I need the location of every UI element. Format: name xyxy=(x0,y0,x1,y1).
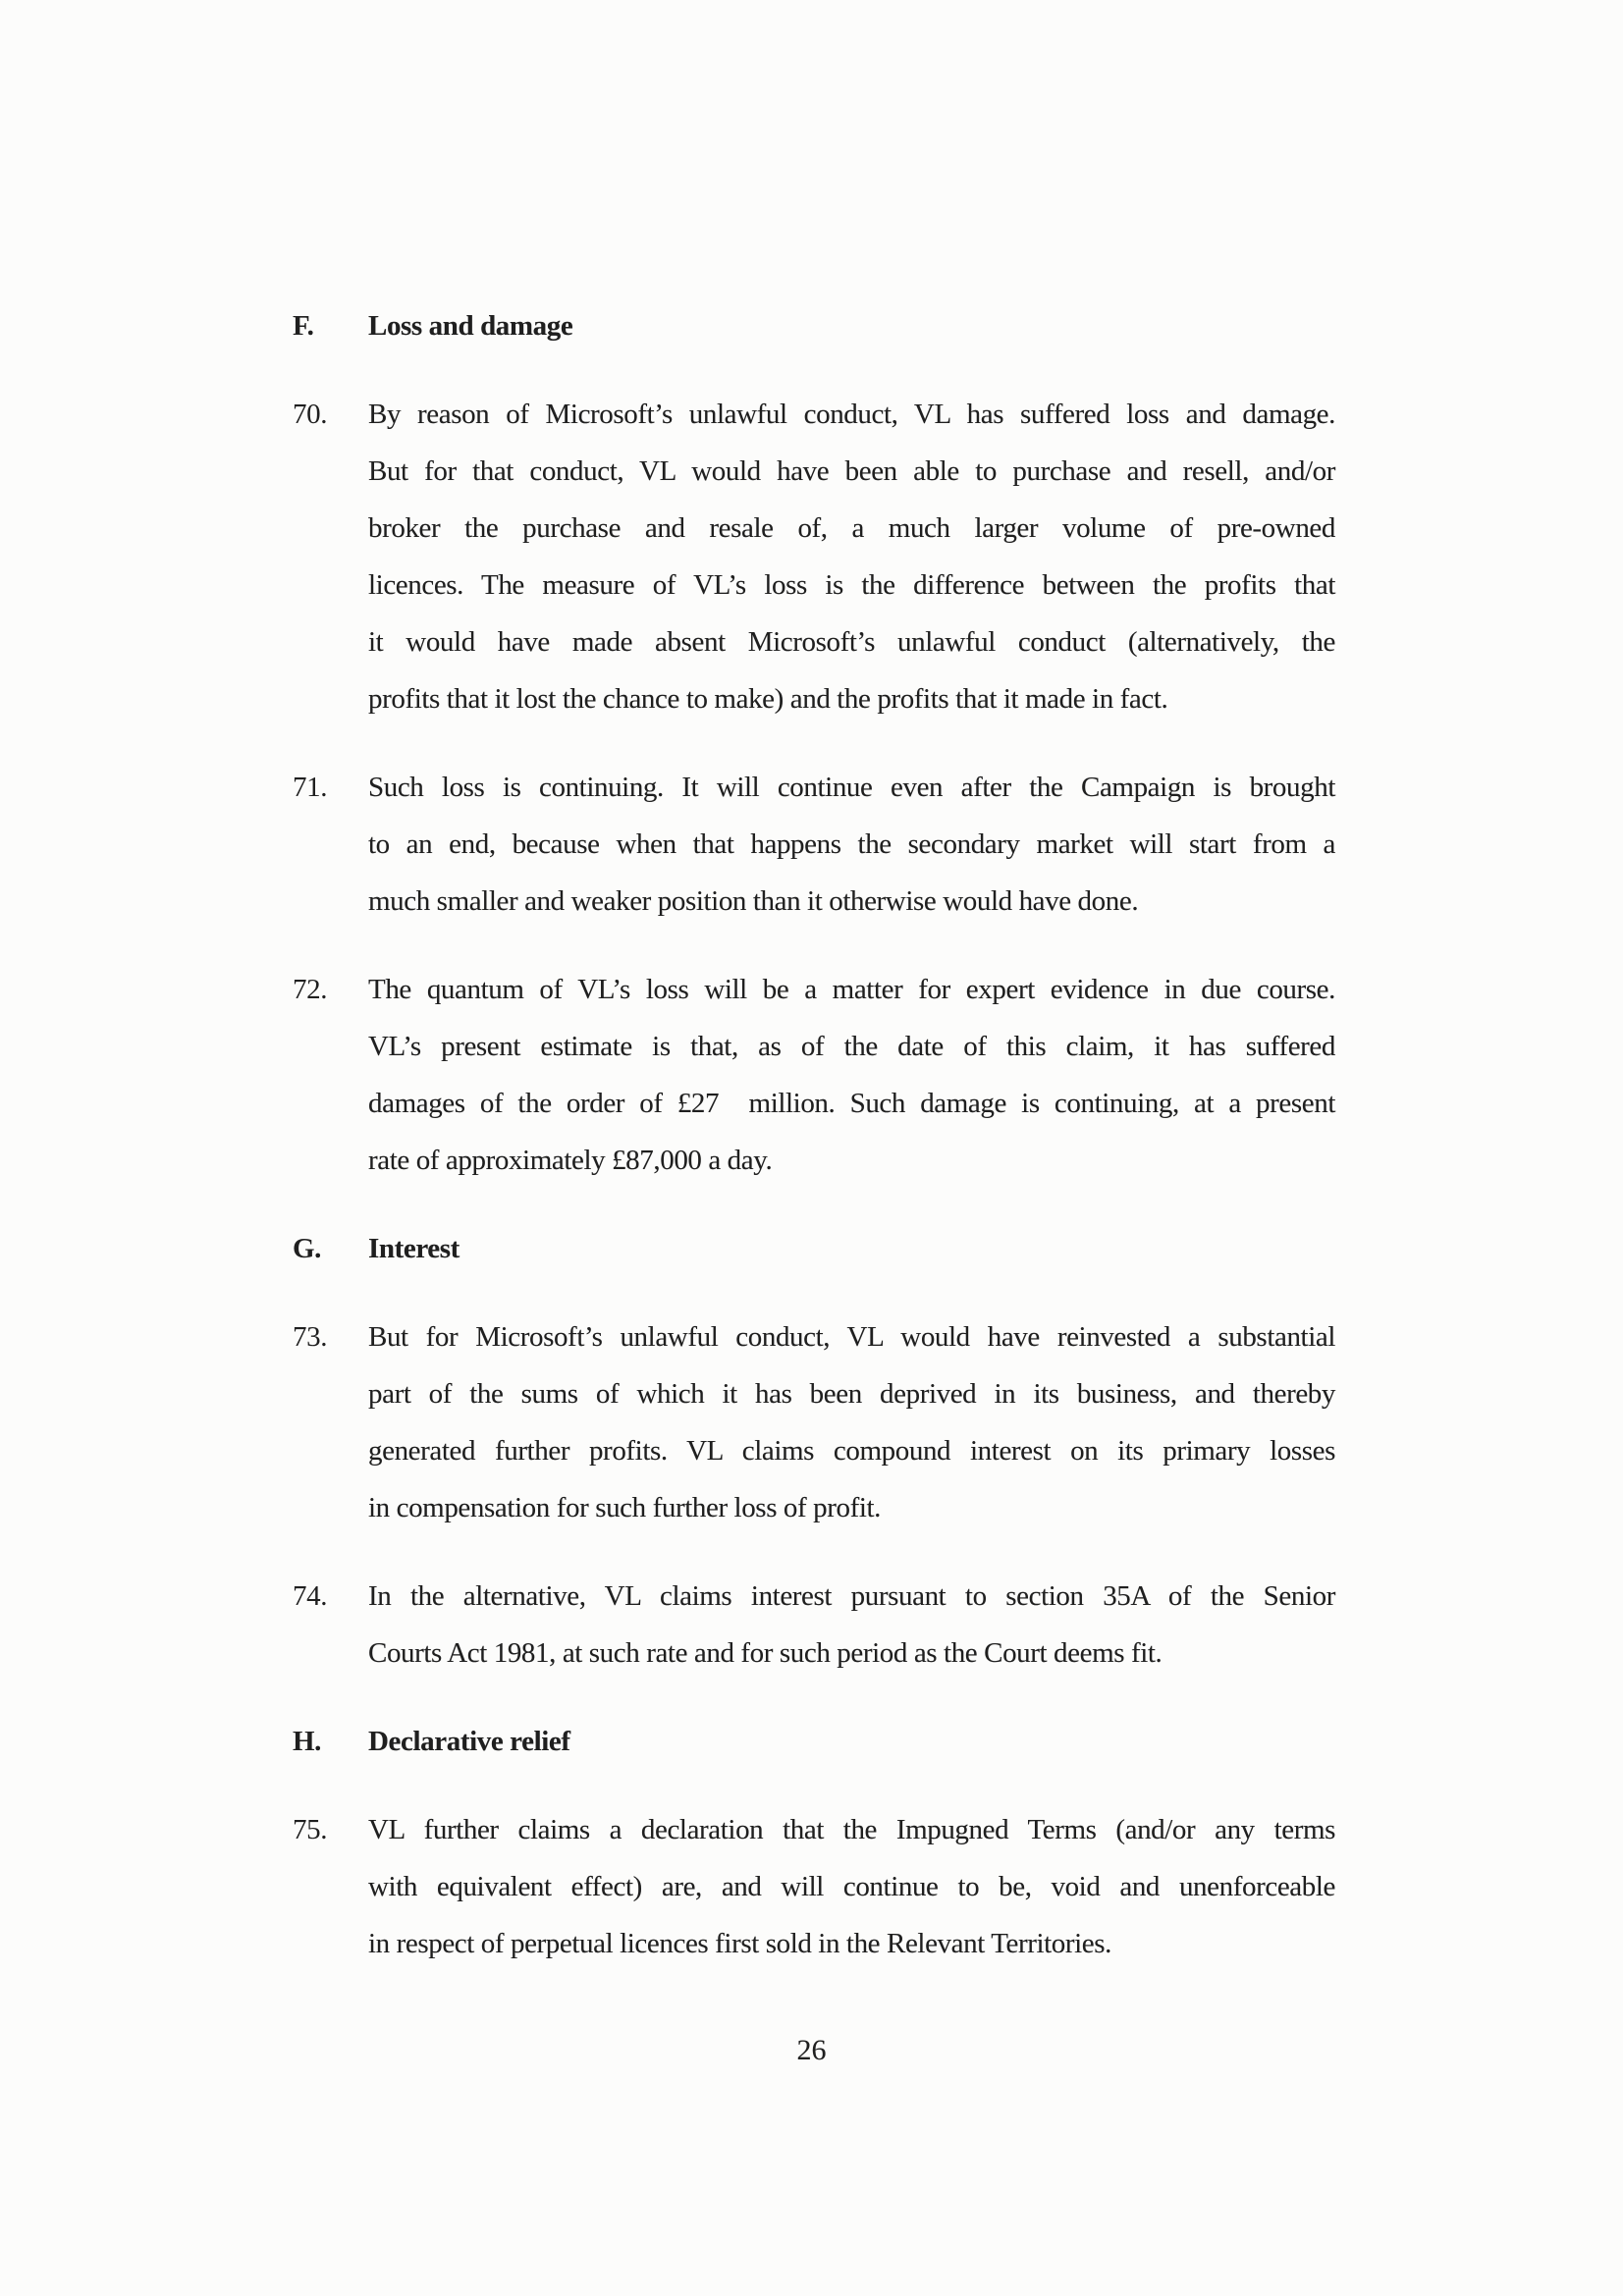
paragraph-number: 70. xyxy=(293,399,328,430)
paragraph-70 xyxy=(293,386,1335,727)
paragraph-line: in compensation for such further loss of profit. xyxy=(368,1492,882,1523)
paragraph-line: But for that conduct, VL would have been able to purchase and resell, and/or xyxy=(368,455,1335,487)
paragraph-line: with equivalent effect) are, and will continue to be, void and unenforceable xyxy=(368,1871,1335,1902)
paragraph-71 xyxy=(293,759,1335,930)
paragraph-number: 73. xyxy=(293,1321,328,1353)
paragraph-line: rate of approximately £87,000 a day. xyxy=(368,1145,773,1176)
paragraph-line: damages of the order of £27 million. Such damage is continuing, at a present xyxy=(368,1088,1335,1119)
paragraph-line: part of the sums of which it has been deprived in its business, and thereby xyxy=(368,1378,1335,1410)
page-number: 26 xyxy=(796,2034,827,2066)
section-title: Loss and damage xyxy=(368,310,573,342)
paragraph-number: 75. xyxy=(293,1814,328,1845)
paragraph-75 xyxy=(293,1801,1335,1972)
paragraph-73 xyxy=(293,1308,1335,1536)
document-content xyxy=(293,297,1335,2003)
paragraph-text xyxy=(368,961,1335,1189)
paragraph-text xyxy=(368,759,1335,930)
paragraph-line: VL’s present estimate is that, as of the date of this claim, it has suffered xyxy=(368,1031,1335,1062)
paragraph-line: Such loss is continuing. It will continue even after the Campaign is brought xyxy=(368,772,1335,803)
paragraph-line: much smaller and weaker position than it otherwise would have done. xyxy=(368,885,1139,917)
paragraph-74 xyxy=(293,1568,1335,1682)
paragraph-number: 71. xyxy=(293,772,328,803)
paragraph-72 xyxy=(293,961,1335,1189)
paragraph-line: profits that it lost the chance to make) and the profits that it made in fact. xyxy=(368,683,1168,715)
section-letter: H. xyxy=(293,1726,322,1757)
paragraph-text xyxy=(368,1801,1335,1972)
section-title: Declarative relief xyxy=(368,1726,570,1757)
paragraph-line: But for Microsoft’s unlawful conduct, VL would have reinvested a substantial xyxy=(368,1321,1335,1353)
section-heading-g xyxy=(293,1220,1335,1277)
paragraph-line: generated further profits. VL claims compound interest on its primary losses xyxy=(368,1435,1335,1467)
paragraph-number: 74. xyxy=(293,1580,328,1612)
paragraph-line: The quantum of VL’s loss will be a matter for expert evidence in due course. xyxy=(368,974,1335,1005)
paragraph-text xyxy=(368,386,1335,727)
section-title: Interest xyxy=(368,1233,460,1264)
section-letter: G. xyxy=(293,1233,322,1264)
paragraph-text xyxy=(368,1308,1335,1536)
paragraph-line: to an end, because when that happens the secondary market will start from a xyxy=(368,828,1335,860)
section-heading-f xyxy=(293,297,1335,354)
paragraph-line: in respect of perpetual licences first sold in the Relevant Territories. xyxy=(368,1928,1112,1959)
paragraph-line: By reason of Microsoft’s unlawful conduct, VL has suffered loss and damage. xyxy=(368,399,1335,430)
section-heading-h xyxy=(293,1713,1335,1770)
paragraph-line: Courts Act 1981, at such rate and for such period as the Court deems fit. xyxy=(368,1637,1163,1669)
paragraph-text xyxy=(368,1568,1335,1682)
paragraph-line: it would have made absent Microsoft’s unlawful conduct (alternatively, the xyxy=(368,626,1335,658)
paragraph-line: In the alternative, VL claims interest pursuant to section 35A of the Senior xyxy=(368,1580,1335,1612)
paragraph-line: licences. The measure of VL’s loss is the difference between the profits that xyxy=(368,569,1335,601)
section-letter: F. xyxy=(293,310,314,342)
paragraph-number: 72. xyxy=(293,974,328,1005)
paragraph-line: VL further claims a declaration that the Impugned Terms (and/or any terms xyxy=(368,1814,1335,1845)
paragraph-line: broker the purchase and resale of, a much larger volume of pre-owned xyxy=(368,512,1335,544)
